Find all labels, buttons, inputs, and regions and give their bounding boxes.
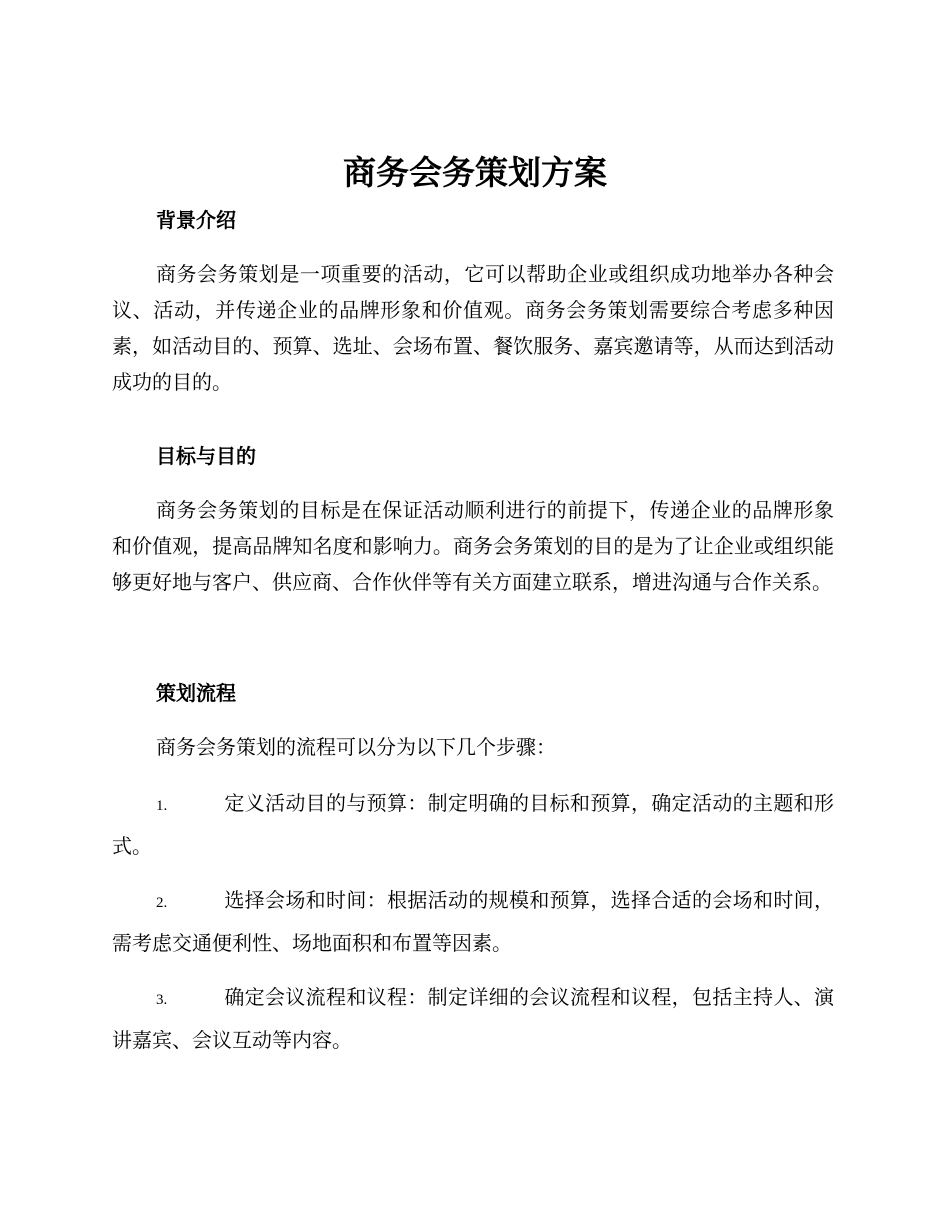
- list-number: 2.: [156, 895, 168, 911]
- section-heading-process: 策划流程: [156, 681, 236, 705]
- list-item-step-1: [112, 783, 834, 866]
- list-number: 3.: [156, 992, 168, 1008]
- list-item-text: 确定会议流程和议程：制定详细的会议流程和议程，包括主持人、演讲嘉宾、会议互动等内容。: [112, 985, 834, 1052]
- section-paragraph-goals: 商务会务策划的目标是在保证活动顺利进行的前提下，传递企业的品牌形象和价值观，提高品牌知名度和影响力。商务会务策划的目的是为了让企业或组织能够更好地与客户、供应商、合作伙伴等有关方面建立联系，增进沟通与合作关系。: [112, 498, 834, 594]
- list-item-step-3: [112, 977, 834, 1060]
- document-title: 商务会务策划方案: [343, 153, 607, 192]
- list-item-text: 定义活动目的与预算：制定明确的目标和预算，确定活动的主题和形式。: [112, 791, 834, 858]
- section-heading-background: 背景介绍: [156, 208, 236, 232]
- section-paragraph-process-intro: 商务会务策划的流程可以分为以下几个步骤：: [156, 735, 556, 759]
- list-item-text: 选择会场和时间：根据活动的规模和预算，选择合适的会场和时间，需考虑交通便利性、场地面积和布置等因素。: [112, 888, 834, 955]
- section-heading-goals: 目标与目的: [156, 444, 256, 468]
- list-number: 1.: [156, 798, 168, 814]
- list-item-step-2: [112, 880, 834, 963]
- section-paragraph-background: 商务会务策划是一项重要的活动，它可以帮助企业或组织成功地举办各种会议、活动，并传递企业的品牌形象和价值观。商务会务策划需要综合考虑多种因素，如活动目的、预算、选址、会场布置、餐饮服务、嘉宾邀请等，从而达到活动成功的目的。: [112, 262, 834, 394]
